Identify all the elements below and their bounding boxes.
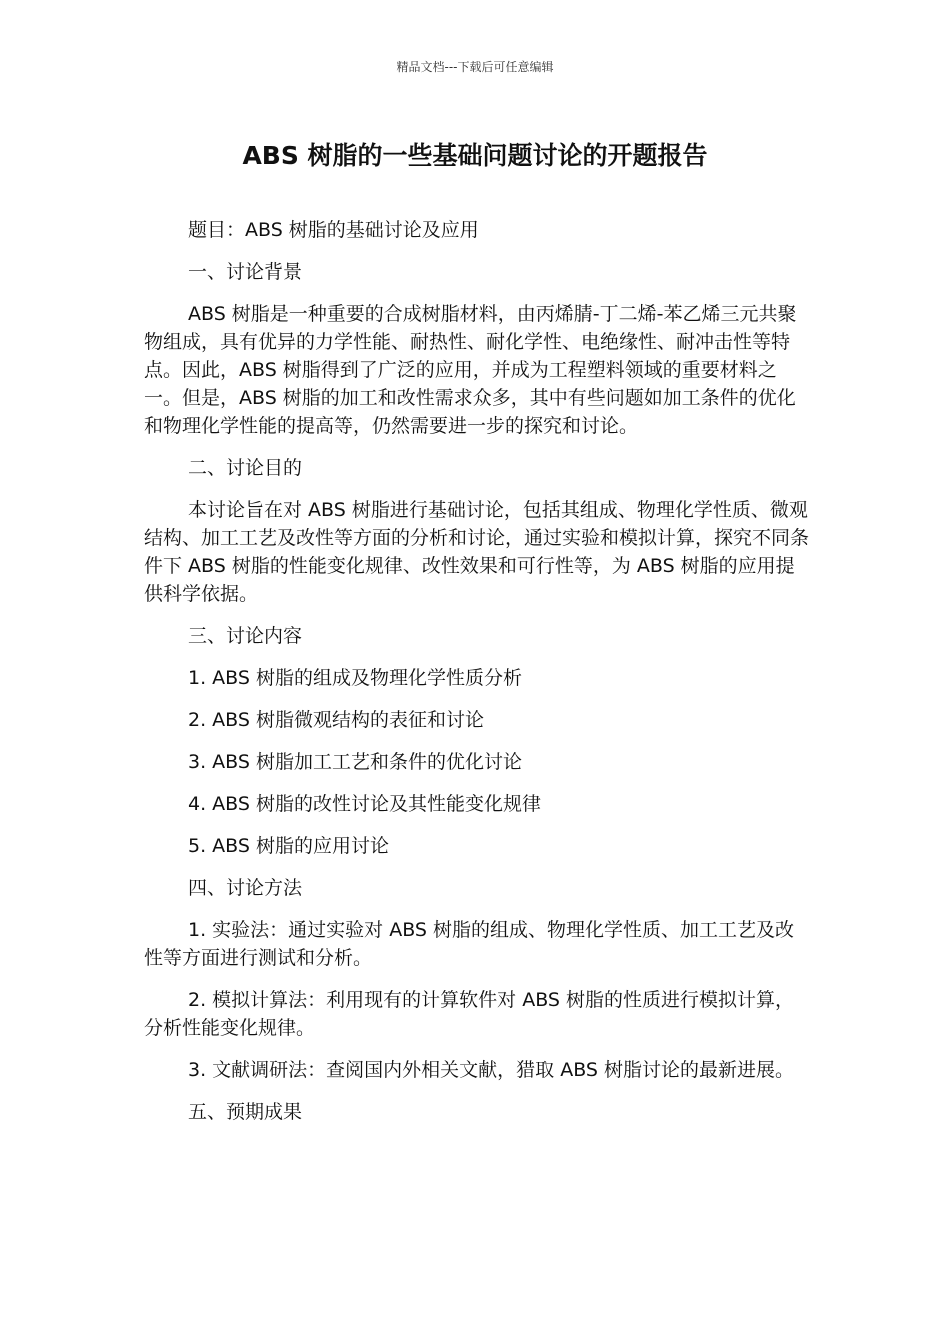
paragraph-purpose: 本讨论旨在对 ABS 树脂进行基础讨论，包括其组成、物理化学性质、微观结构、加工工艺及改性等方面的分析和讨论，通过实验和模拟计算，探究不同条件下 ABS 树脂的性能变化规律、改性效果和可行性等，为 ABS 树脂的应用提供科学依据。 xyxy=(144,499,810,605)
list-item-content-5: 5. ABS 树脂的应用讨论 xyxy=(188,835,389,857)
list-item-method-3: 3. 文献调研法：查阅国内外相关文献，猎取 ABS 树脂讨论的最新进展。 xyxy=(188,1059,795,1081)
paragraph-topic: 题目：ABS 树脂的基础讨论及应用 xyxy=(188,219,479,241)
section-heading-methods: 四、讨论方法 xyxy=(188,877,303,899)
document-body xyxy=(144,216,810,1140)
paragraph-background: ABS 树脂是一种重要的合成树脂材料，由丙烯腈-丁二烯-苯乙烯三元共聚物组成，具有优异的力学性能、耐热性、耐化学性、电绝缘性、耐冲击性等特点。因此，ABS 树脂得到了广泛的应用，并成为工程塑料领域的重要材料之一。但是，ABS 树脂的加工和改性需求众多，其中有些问题如加工条件的优化和物理化学性能的提高等，仍然需要进一步的探究和讨论。 xyxy=(144,303,797,437)
document-title: ABS 树脂的一些基础问题讨论的开题报告 xyxy=(242,141,708,170)
list-item-content-4: 4. ABS 树脂的改性讨论及其性能变化规律 xyxy=(188,793,541,815)
list-item-content-2: 2. ABS 树脂微观结构的表征和讨论 xyxy=(188,709,484,731)
list-item-method-2: 2. 模拟计算法：利用现有的计算软件对 ABS 树脂的性质进行模拟计算，分析性能变化规律。 xyxy=(144,989,795,1039)
section-heading-expected-results: 五、预期成果 xyxy=(188,1101,303,1123)
list-item-content-3: 3. ABS 树脂加工工艺和条件的优化讨论 xyxy=(188,751,522,773)
header-note: 精品文档---下载后可任意编辑 xyxy=(396,60,554,74)
section-heading-background: 一、讨论背景 xyxy=(188,261,303,283)
section-heading-content: 三、讨论内容 xyxy=(188,625,303,647)
list-item-method-1: 1. 实验法：通过实验对 ABS 树脂的组成、物理化学性质、加工工艺及改性等方面进行测试和分析。 xyxy=(144,919,795,969)
list-item-content-1: 1. ABS 树脂的组成及物理化学性质分析 xyxy=(188,667,522,689)
section-heading-purpose: 二、讨论目的 xyxy=(188,457,303,479)
